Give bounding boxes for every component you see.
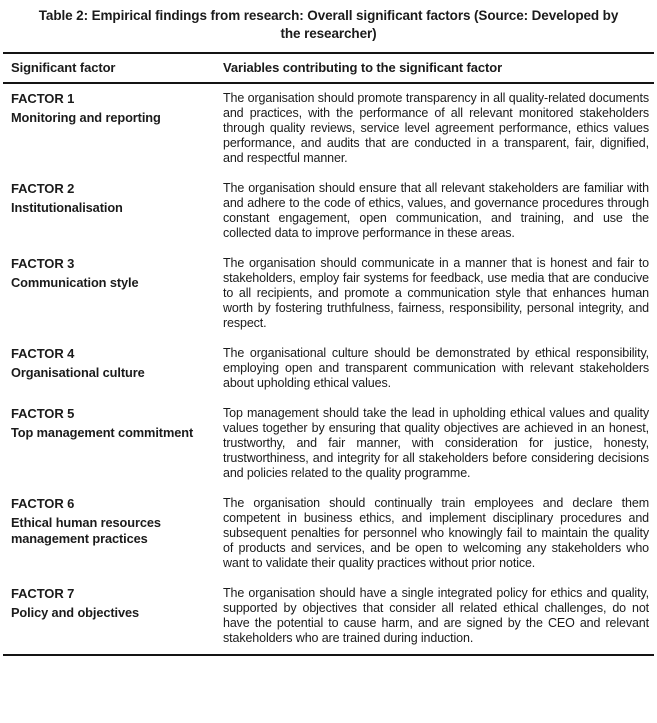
factor-cell xyxy=(3,91,223,166)
factor-id: FACTOR 3 xyxy=(11,256,75,272)
table-header-row xyxy=(3,54,654,84)
variables-text: The organisation should communicate in a manner that is honest and fair to stakeholders, employ fair systems for feedback, use media that are conducive to all recipients, and promote a communication style that enhances human worth by fostering truthfulness, fairness, responsibility, personal integrity, and respect. xyxy=(223,256,649,331)
variables-text: The organisation should have a single integrated policy for ethics and quality, supported by objectives that consider all related ethical challenges, do not have the potential to cause harm, and are signed by the CEO and relevant stakeholders who are trained during induction. xyxy=(223,586,649,646)
header-variables: Variables contributing to the significant factor xyxy=(223,60,503,76)
variables-text: The organisational culture should be demonstrated by ethical responsibility, employing open and transparent communication with relevant stakeholders about upholding ethical values. xyxy=(223,346,649,391)
factor-name: Institutionalisation xyxy=(11,200,123,216)
factor-cell xyxy=(3,346,223,391)
table-row-factor-5 xyxy=(3,399,654,489)
factor-id: FACTOR 5 xyxy=(11,406,75,422)
factor-id: FACTOR 1 xyxy=(11,91,75,107)
factor-cell xyxy=(3,406,223,481)
variables-text: The organisation should promote transparency in all quality-related documents and practices, with the performance of all relevant monitored stakeholders through quality reviews, service level agreement performance, ethics values performance, and audits that are conducted in a transparent, fair, dignified, and respectful manner. xyxy=(223,91,649,166)
factor-cell xyxy=(3,181,223,241)
factor-id: FACTOR 6 xyxy=(11,496,75,512)
table-row-factor-2 xyxy=(3,174,654,249)
variables-text: The organisation should continually train employees and declare them competent in business ethics, and implement disciplinary procedures and subsequent penalties for personnel who knowingly fail to maintain the quality of products and services, and be open to welcoming any stakeholders who want to validate their quality practices without prior notice. xyxy=(223,496,649,571)
factor-id: FACTOR 2 xyxy=(11,181,75,197)
factor-cell xyxy=(3,586,223,646)
variables-text: The organisation should ensure that all relevant stakeholders are familiar with and adhere to the code of ethics, values, and governance procedures through constant engagement, open communication, and training, and use the collected data to improve performance in these areas. xyxy=(223,181,649,241)
factor-name: Communication style xyxy=(11,275,139,291)
factor-id: FACTOR 7 xyxy=(11,586,75,602)
factor-cell xyxy=(3,496,223,571)
table-caption: Table 2: Empirical findings from research: Overall significant factors (Source: Developed by the researcher) xyxy=(38,8,619,42)
factor-name: Top management commitment xyxy=(11,425,194,441)
table-row-factor-6 xyxy=(3,489,654,579)
variables-text: Top management should take the lead in upholding ethical values and quality values together by ensuring that quality objectives are achieved in an honest, trustworthy, and fair manner, with consideration for justice, honesty, trustworthiness, and integrity for all stakeholders before considering decisions and policies related to the quality programme. xyxy=(223,406,649,481)
factor-id: FACTOR 4 xyxy=(11,346,75,362)
table-row-factor-1 xyxy=(3,84,654,174)
header-significant-factor: Significant factor xyxy=(11,60,116,76)
table-row-factor-4 xyxy=(3,339,654,399)
factor-name: Ethical human resources management practices xyxy=(11,515,161,547)
factor-name: Policy and objectives xyxy=(11,605,140,621)
table-row-factor-7 xyxy=(3,579,654,654)
factor-name: Monitoring and reporting xyxy=(11,110,161,126)
table-row-factor-3 xyxy=(3,249,654,339)
factor-name: Organisational culture xyxy=(11,365,145,381)
factors-table xyxy=(3,52,654,656)
factor-cell xyxy=(3,256,223,331)
